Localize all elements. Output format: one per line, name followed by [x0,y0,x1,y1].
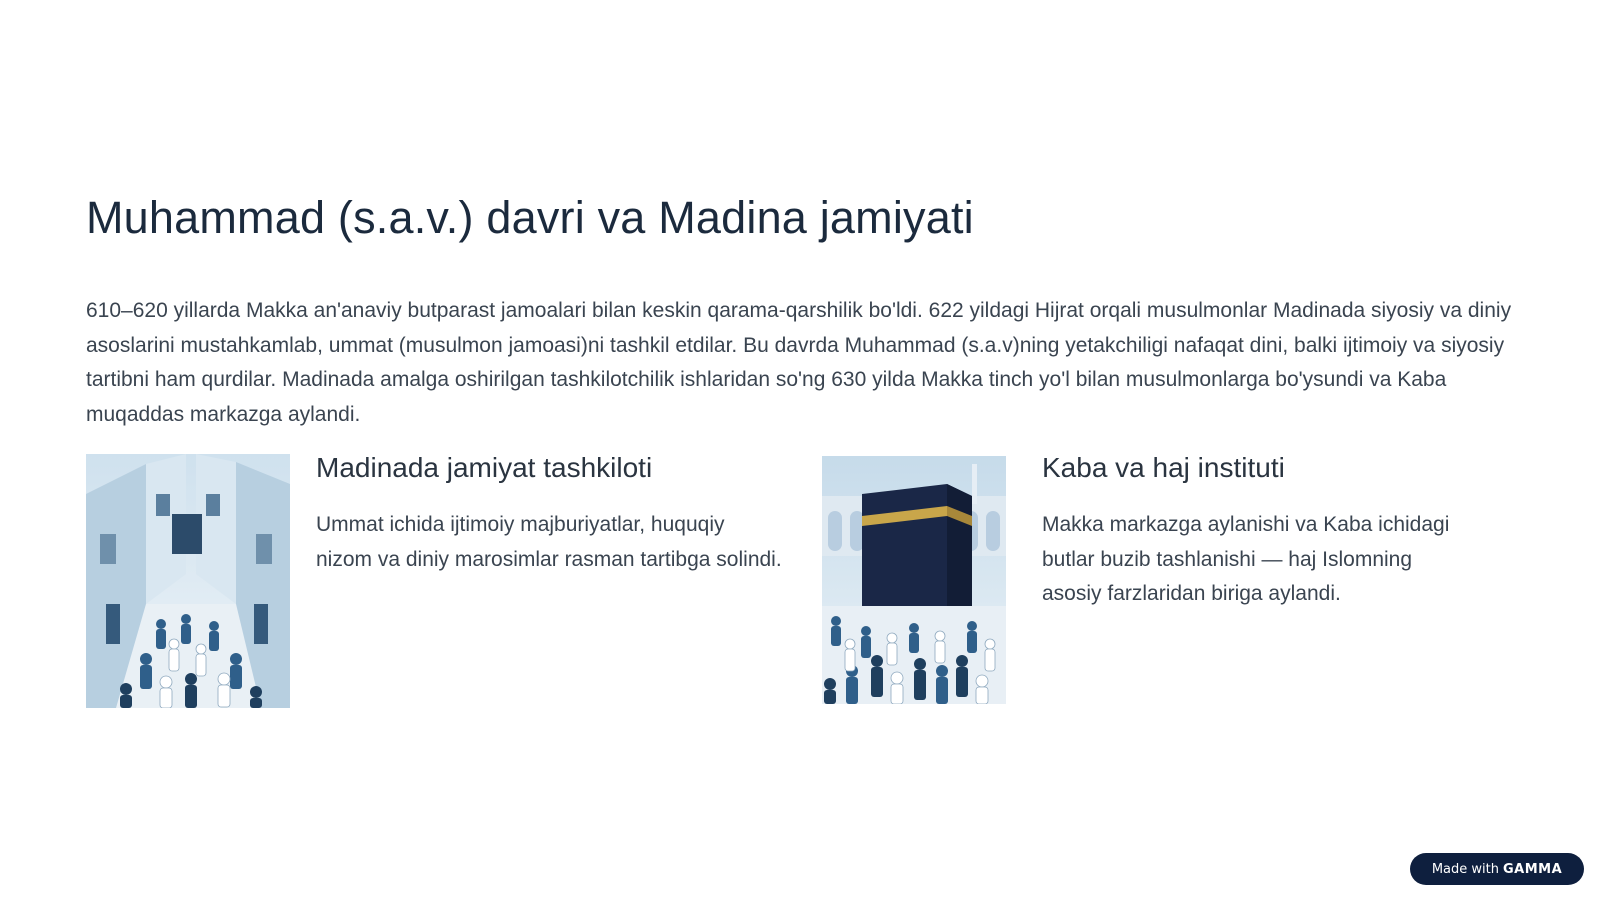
badge-prefix: Made with [1431,861,1499,877]
made-with-gamma-badge[interactable] [1410,853,1584,885]
madina-crowd-illustration [86,454,290,708]
card-title: Madinada jamiyat tashkiloti [316,452,653,483]
slide-title: Muhammad (s.a.v.) davri va Madina jamiyati [86,192,974,243]
card-text: Ummat ichida ijtimoiy majburiyatlar, huquqiy nizom va diniy marosimlar rasman tartibga solindi. [316,513,782,571]
madina-crowd-image [86,454,290,708]
kaaba-image [822,456,1006,704]
intro-paragraph: 610–620 yillarda Makka an'anaviy butparast jamoalari bilan keskin qarama-qarshilik bo'ldi. 622 yildagi Hijrat orqali musulmonlar Madinada siyosiy va diniy asoslarini mustahkamlab, ummat (musulmon jamoasi)ni tashkil etdilar. Bu davrda Muhammad (s.a.v)ning yetakchiligi nafaqat dini, balki ijtimoiy va siyosiy tartibni ham qurdilar. Madinada amalga oshirilgan tashkilotchilik ishlaridan so'ng 630 yilda Makka tinch yo'l bilan musulmonlarga bo'ysundi va Kaba muqaddas markazga aylandi. [86,299,1512,426]
kaaba-pilgrims-illustration [822,456,1006,704]
gamma-logo: GAMMA [1502,861,1563,877]
card-text: Makka markazga aylanishi va Kaba ichidagi butlar buzib tashlanishi — haj Islomning asosiy farzlaridan biriga aylandi. [1042,513,1450,605]
card-title: Kaba va haj instituti [1042,452,1285,483]
